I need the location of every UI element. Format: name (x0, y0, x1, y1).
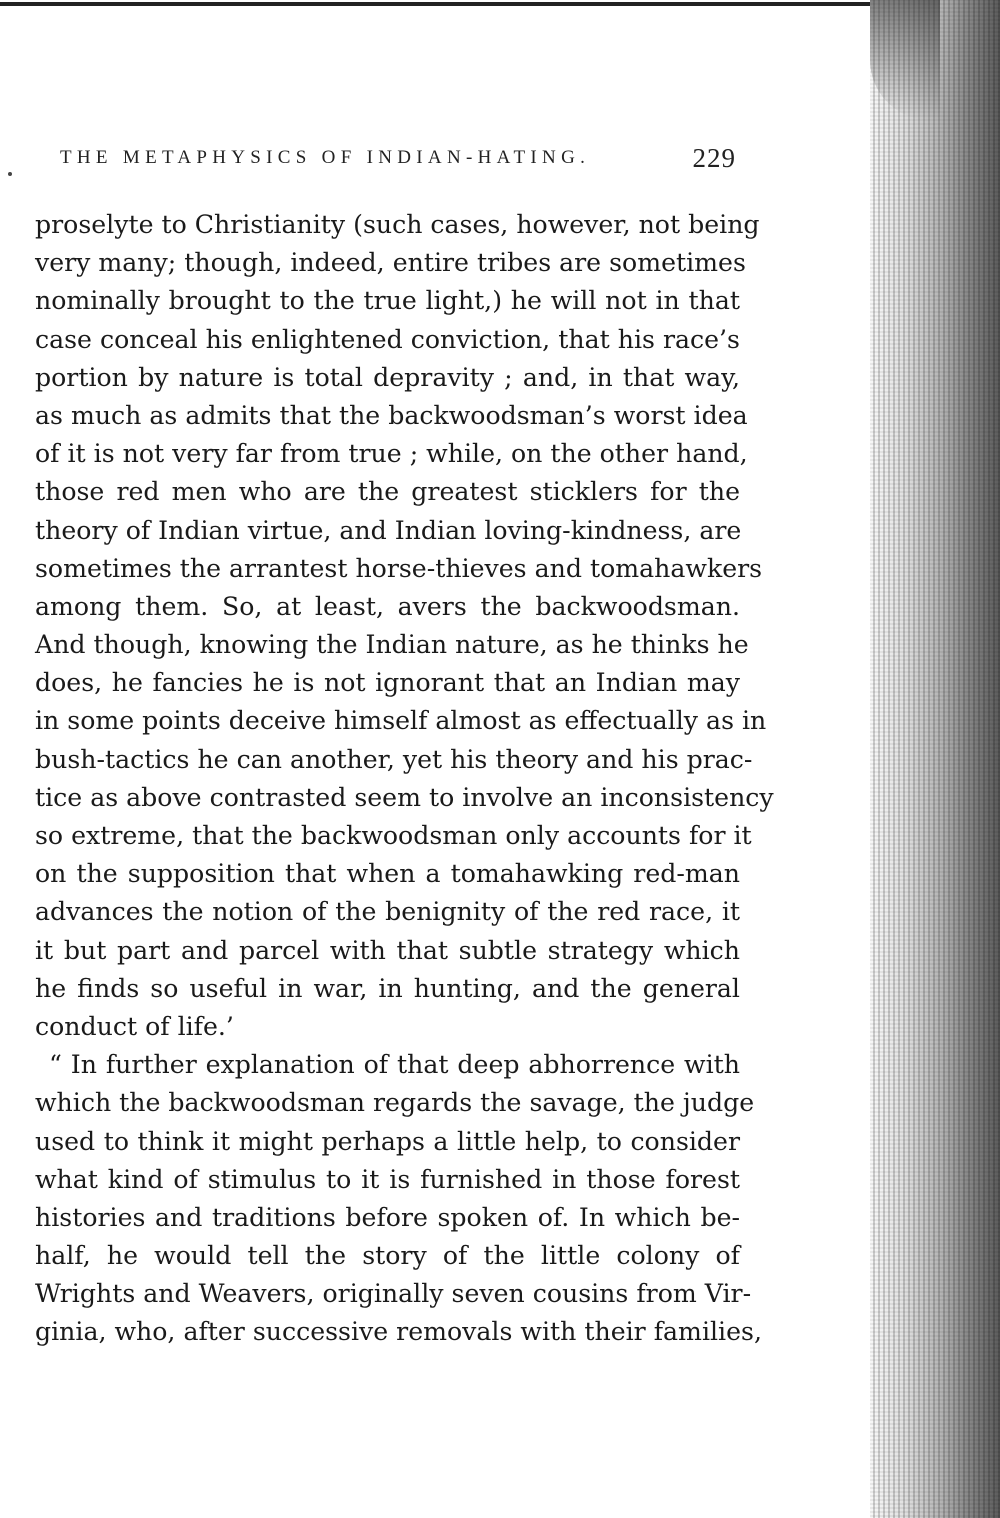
text-line: proselyte to Christianity (such cases, however, not being (35, 210, 760, 239)
text-line: Wrights and Weavers, originally seven cousins from Vir- (35, 1279, 752, 1309)
page-number: 229 (692, 143, 736, 173)
text-line: ginia, who, after successive removals with their families, (35, 1317, 762, 1347)
text-line: of it is not very far from true ; while, on the other hand, (35, 439, 748, 469)
running-head-title: THE METAPHYSICS OF INDIAN-HATING. (60, 147, 591, 168)
text-line: histories and traditions before spoken of. In which be- (35, 1202, 740, 1232)
text-line: so extreme, that the backwoodsman only accounts for it (35, 821, 752, 850)
text-line: nominally brought to the true light,) he will not in that (35, 286, 740, 316)
text-line: among them. So, at least, avers the backwoodsman. (35, 591, 740, 621)
text-line: case conceal his enlightened conviction, that his race’s (35, 324, 740, 354)
top-rule (0, 2, 870, 6)
body-text (35, 206, 774, 1352)
text-line: And though, knowing the Indian nature, as he thinks he (35, 630, 749, 660)
text-line: which the backwoodsman regards the savage, the judge (35, 1088, 755, 1118)
text-line: bush-tactics he can another, yet his theory and his prac- (35, 744, 753, 774)
text-line: portion by nature is total depravity ; and, in that way, (35, 362, 740, 392)
paragraph (35, 1046, 762, 1352)
text-line: what kind of stimulus to it is furnished in those forest (35, 1164, 740, 1194)
text-line: used to think it might perhaps a little help, to consider (35, 1126, 740, 1156)
text-line: sometimes the arrantest horse-thieves and tomahawkers (35, 553, 763, 583)
text-line: theory of Indian virtue, and Indian loving-kindness, are (35, 515, 742, 545)
text-line: on the supposition that when a tomahawking red-man (35, 859, 740, 889)
margin-mark (8, 172, 12, 176)
text-line: those red men who are the greatest sticklers for the (35, 477, 740, 507)
paragraph (35, 206, 774, 1046)
text-line: conduct of life.’ (35, 1011, 234, 1041)
text-line: he finds so useful in war, in hunting, and the general (35, 973, 740, 1003)
text-line: “ In further explanation of that deep abhorrence with (49, 1050, 740, 1080)
text-line: as much as admits that the backwoodsman’s worst idea (35, 400, 748, 430)
text-line: does, he fancies he is not ignorant that an Indian may (35, 668, 740, 698)
text-line: in some points deceive himself almost as effectually as in (35, 706, 767, 736)
text-line: advances the notion of the benignity of the red race, it (35, 897, 740, 927)
text-line: tice as above contrasted seem to involve an inconsistency (35, 782, 774, 812)
text-line: very many; though, indeed, entire tribes are sometimes (35, 248, 746, 278)
text-line: half, he would tell the story of the little colony of (35, 1241, 740, 1271)
page-binding-edge (870, 0, 1000, 1518)
running-head (60, 143, 740, 173)
text-line: it but part and parcel with that subtle strategy which (35, 935, 740, 965)
